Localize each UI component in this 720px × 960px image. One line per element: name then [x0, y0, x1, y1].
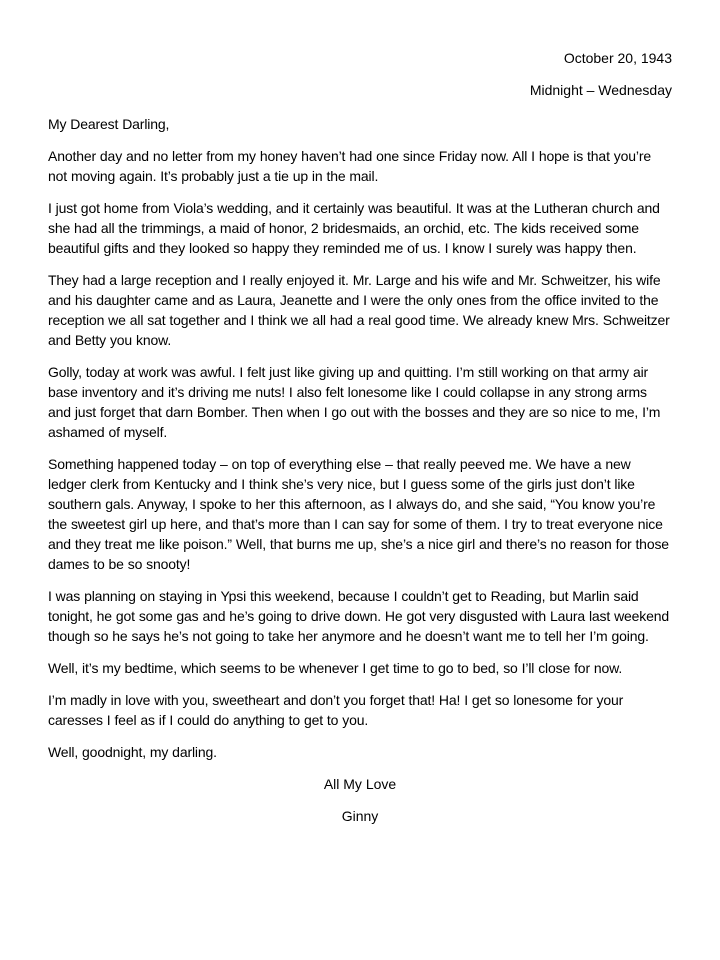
paragraph-love: I’m madly in love with you, sweetheart and don’t you forget that! Ha! I get so lonesome for your caresses I feel as if I could do anything to get to you.: [48, 692, 624, 728]
letter-date: October 20, 1943: [563, 50, 672, 66]
paragraph-bedtime: Well, it’s my bedtime, which seems to be whenever I get time to go to bed, so I’ll close for now.: [48, 660, 623, 676]
paragraph-no-letter: Another day and no letter from my honey haven’t had one since Friday now. All I hope is that you’re not moving again. It’s probably just a tie up in the mail.: [48, 148, 651, 184]
signature: Ginny: [341, 808, 379, 824]
paragraph-goodnight: Well, goodnight, my darling.: [48, 744, 217, 760]
paragraph-work: Golly, today at work was awful. I felt just like giving up and quitting. I’m still working on that army air base inventory and it’s driving me nuts! I also felt lonesome like I could collapse in any strong arms and just forget that darn Bomber. Then when I go out with the bosses and they are so nice to me, I’m ashamed of myself.: [48, 364, 661, 440]
letter-time-line: Midnight – Wednesday: [529, 82, 672, 98]
letter-page: [48, 48, 672, 838]
paragraph-ledger-clerk: Something happened today – on top of everything else – that really peeved me. We have a new ledger clerk from Kentucky and I think she’s very nice, but I guess some of the girls just don’t like southern gals. Anyway, I spoke to her this afternoon, as I always do, and she said, “You know you’re the sweetest girl up here, and that’s more than I can say for some of them. I try to treat everyone nice and they treat me like poison.” Well, that burns me up, she’s a nice girl and there’s no reason for those dames to be so snooty!: [48, 456, 669, 572]
closing-phrase: All My Love: [323, 776, 397, 792]
paragraph-reception: They had a large reception and I really enjoyed it. Mr. Large and his wife and Mr. Schweitzer, his wife and his daughter came and as Laura, Jeanette and I were the only ones from the office invited to the reception we all sat together and I think we all had a real good time. We already knew Mrs. Schweitzer and Betty you know.: [48, 272, 670, 348]
salutation: My Dearest Darling,: [48, 116, 170, 132]
paragraph-wedding: I just got home from Viola’s wedding, and it certainly was beautiful. It was at the Lutheran church and she had all the trimmings, a maid of honor, 2 bridesmaids, an orchid, etc. The kids received some beautiful gifts and they looked so happy they reminded me of us. I know I surely was happy then.: [48, 200, 660, 256]
paragraph-weekend-plans: I was planning on staying in Ypsi this weekend, because I couldn’t get to Reading, but Marlin said tonight, he got some gas and he’s going to drive down. He got very disgusted with Laura last weekend though so he says he’s not going to take her anymore and he doesn’t want me to tell her I’m going.: [48, 588, 670, 644]
